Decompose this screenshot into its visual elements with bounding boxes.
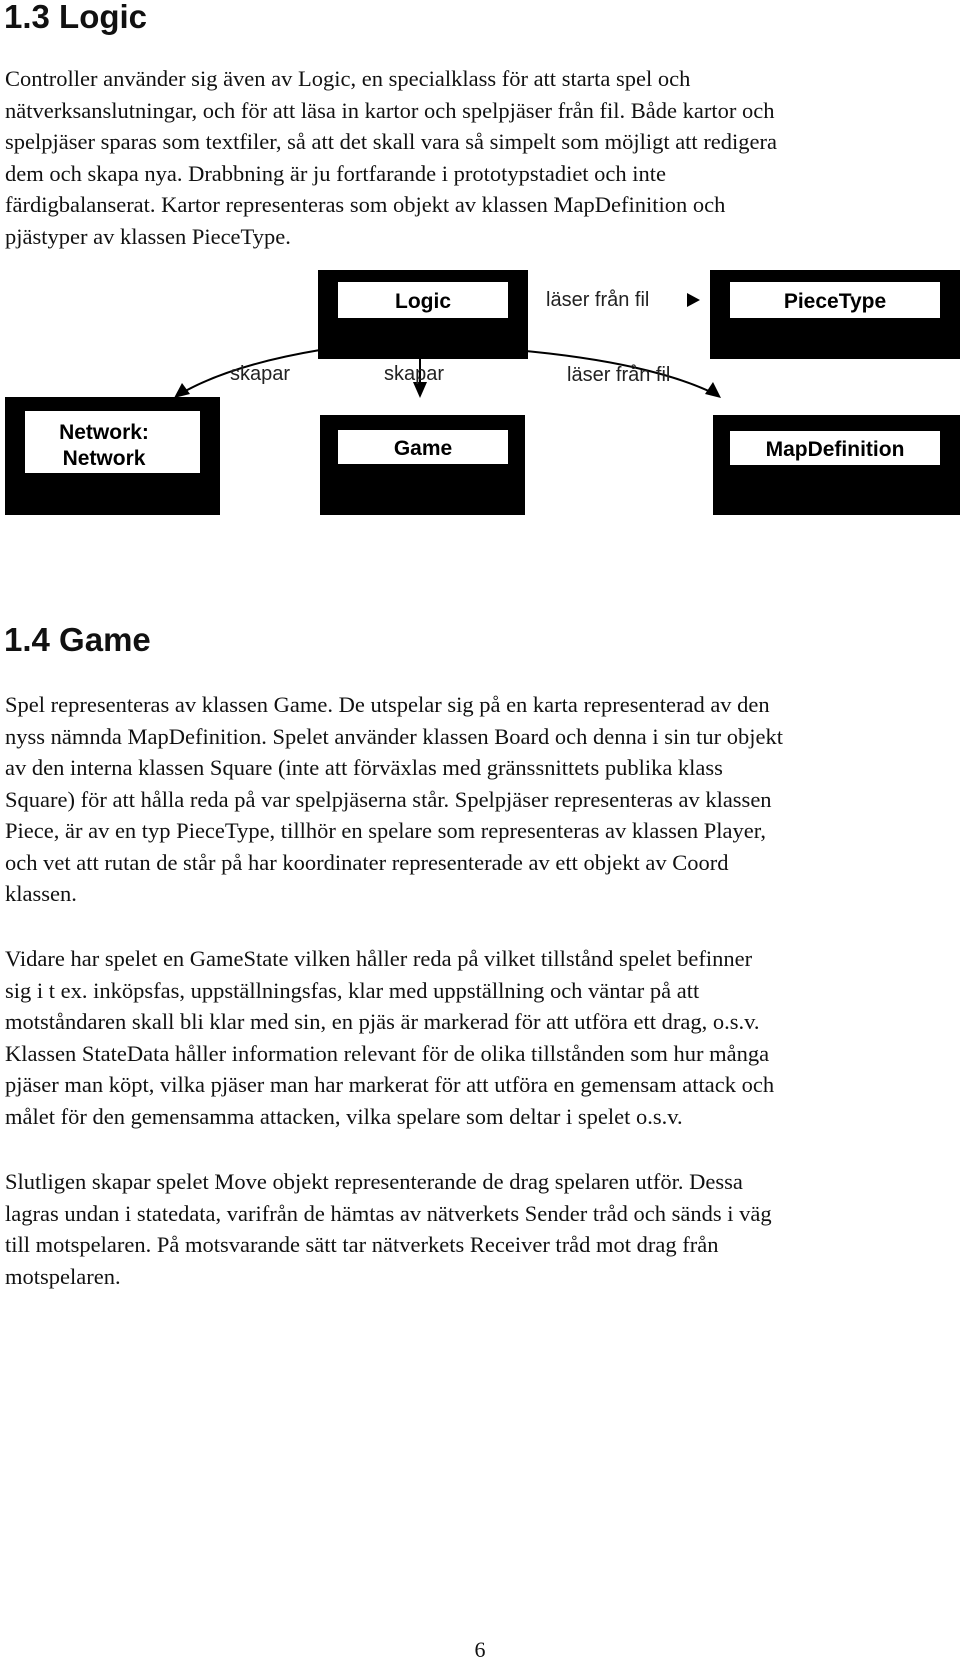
box-label-game: Game bbox=[393, 437, 453, 460]
arrowhead-piecetype bbox=[687, 293, 700, 307]
edge-label-logic-game: skapar bbox=[384, 363, 445, 385]
text-line: motspelaren. bbox=[5, 1263, 121, 1289]
text-line: Vidare har spelet en GameState vilken håller reda på vilket tillstånd spelet befinner bbox=[5, 946, 753, 971]
text-line: Klassen StateData håller information relevant för de olika tillstånden som hur många bbox=[5, 1040, 770, 1066]
box-label-mapdefinition: MapDefinition bbox=[765, 438, 905, 461]
box-network bbox=[5, 397, 220, 515]
edge-label-logic-network: skapar bbox=[230, 363, 291, 385]
text-line: motståndaren skall bli klar med sin, en pjäs är markerad för att utföra ett drag, o.s.v. bbox=[5, 1009, 760, 1034]
text-line: dem och skapa nya. Drabbning är ju fortfarande i prototypstadiet och inte bbox=[5, 160, 667, 186]
text-line: nyss nämnda MapDefinition. Spelet använder klassen Board och denna i sin tur objekt bbox=[5, 723, 783, 749]
edge-label-logic-mapdefinition: läser från fil bbox=[567, 364, 671, 386]
text-line: färdigbalanserat. Kartor representeras som objekt av klassen MapDefinition och bbox=[5, 192, 726, 217]
class-diagram bbox=[0, 270, 960, 515]
text-line: målet för den gemensamma attacken, vilka spelare som deltar i spelet o.s.v. bbox=[5, 1103, 683, 1129]
box-label-network-line1: Network: bbox=[59, 421, 149, 444]
box-label-network-line2: Network bbox=[62, 447, 146, 470]
text-line: spelpjäser sparas som textfiler, så att det skall vara så simpelt som möjligt att redigera bbox=[5, 129, 778, 154]
heading-1-3-logic: 1.3 Logic bbox=[4, 0, 148, 35]
game-paragraph-1 bbox=[5, 689, 950, 910]
text-line: Square) för att hålla reda på var spelpjäserna står. Spelpjäser representeras av klassen bbox=[5, 786, 772, 812]
box-label-logic: Logic bbox=[395, 290, 451, 313]
heading-1-4-game: 1.4 Game bbox=[4, 621, 151, 658]
page-number: 6 bbox=[474, 1637, 486, 1662]
text-line: Piece, är av en typ PieceType, tillhör en spelare som representeras av klassen Player, bbox=[5, 818, 766, 843]
edge-label-logic-piecetype: läser från fil bbox=[546, 289, 650, 311]
text-line: pjäser man köpt, vilka pjäser man har markerat för att utföra en gemensam attack och bbox=[5, 1072, 775, 1097]
text-line: lagras undan i statedata, varifrån de hämtas av nätverkets Sender tråd och sänds i väg bbox=[5, 1200, 772, 1226]
box-label-piecetype: PieceType bbox=[783, 290, 887, 313]
text-line: och vet att rutan de står på har koordinater representerade av ett objekt av Coord bbox=[5, 849, 729, 875]
text-line: nätverksanslutningar, och för att läsa in kartor och spelpjäser från fil. Både kartor och bbox=[5, 97, 775, 123]
text-line: Slutligen skapar spelet Move objekt representerande de drag spelaren utför. Dessa bbox=[5, 1169, 743, 1194]
box-logic bbox=[318, 270, 528, 359]
text-line: sig i t ex. inköpsfas, uppställningsfas, klar med uppställning och väntar på att bbox=[5, 977, 700, 1003]
box-game bbox=[320, 415, 525, 515]
text-line: klassen. bbox=[5, 881, 77, 906]
text-line: till motspelaren. På motsvarande sätt tar nätverkets Receiver tråd mot drag från bbox=[5, 1232, 719, 1257]
logic-paragraph bbox=[5, 63, 950, 252]
text-line: Controller använder sig även av Logic, en specialklass för att starta spel och bbox=[5, 66, 691, 91]
text-line: Spel representeras av klassen Game. De utspelar sig på en karta representerad av den bbox=[5, 692, 770, 717]
box-mapdefinition bbox=[713, 415, 960, 515]
box-piecetype bbox=[710, 270, 960, 359]
game-paragraph-2 bbox=[5, 943, 950, 1132]
text-line: av den interna klassen Square (inte att förväxlas med gränssnittets publika klass bbox=[5, 755, 723, 780]
game-paragraph-3 bbox=[5, 1166, 950, 1292]
text-line: pjästyper av klassen PieceType. bbox=[5, 223, 291, 249]
